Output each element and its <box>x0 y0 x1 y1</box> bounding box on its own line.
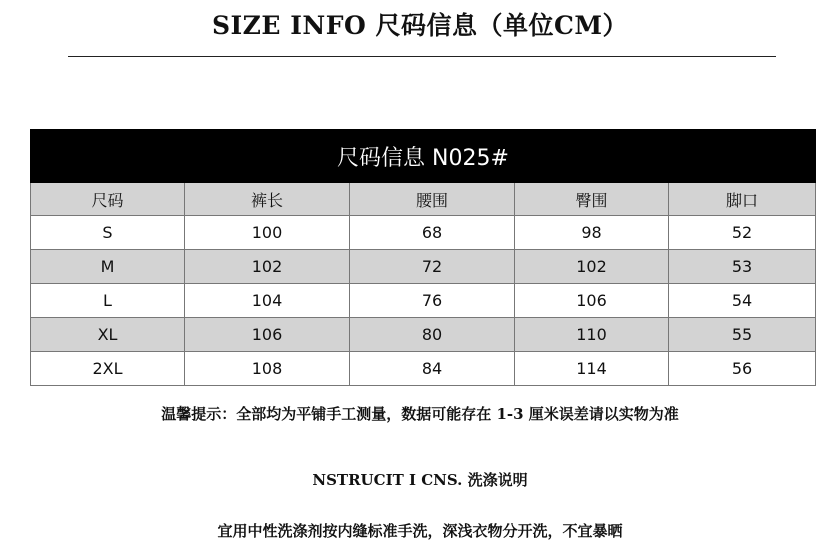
cell-leg-opening: 56 <box>669 352 816 386</box>
cell-leg-opening: 55 <box>669 318 816 352</box>
cell-size: XL <box>31 318 185 352</box>
measurement-tip: 温馨提示：全部均为平铺手工测量，数据可能存在 1-3 厘米误差请以实物为准 <box>161 405 679 423</box>
page-title: SIZE INFO 尺码信息（单位CM） <box>211 11 629 40</box>
cell-leg-opening: 53 <box>669 250 816 284</box>
cell-pants-length: 108 <box>185 352 350 386</box>
cell-size: 2XL <box>31 352 185 386</box>
table-row <box>31 250 816 284</box>
size-table <box>30 129 816 386</box>
cell-size: M <box>31 250 185 284</box>
cell-size: S <box>31 216 185 250</box>
cell-hip: 110 <box>515 318 669 352</box>
title-divider <box>68 56 776 57</box>
cell-leg-opening: 52 <box>669 216 816 250</box>
care-instructions-text: 宜用中性洗涤剂按内缝标准手洗，深浅衣物分开洗，不宜暴晒 <box>217 522 623 540</box>
cell-waist: 80 <box>350 318 515 352</box>
cell-waist: 72 <box>350 250 515 284</box>
cell-pants-length: 100 <box>185 216 350 250</box>
table-banner: 尺码信息 N025# <box>31 130 816 183</box>
table-row <box>31 318 816 352</box>
table-row <box>31 284 816 318</box>
header-pants-length: 裤长 <box>185 183 350 216</box>
cell-pants-length: 104 <box>185 284 350 318</box>
cell-waist: 84 <box>350 352 515 386</box>
cell-waist: 76 <box>350 284 515 318</box>
cell-hip: 114 <box>515 352 669 386</box>
cell-size: L <box>31 284 185 318</box>
table-row <box>31 216 816 250</box>
cell-hip: 102 <box>515 250 669 284</box>
cell-pants-length: 106 <box>185 318 350 352</box>
header-waist: 腰围 <box>350 183 515 216</box>
cell-hip: 98 <box>515 216 669 250</box>
table-header-row <box>31 183 816 216</box>
cell-hip: 106 <box>515 284 669 318</box>
header-hip: 臀围 <box>515 183 669 216</box>
header-size: 尺码 <box>31 183 185 216</box>
cell-waist: 68 <box>350 216 515 250</box>
table-row <box>31 352 816 386</box>
header-leg-opening: 脚口 <box>669 183 816 216</box>
cell-pants-length: 102 <box>185 250 350 284</box>
care-instructions-title: NSTRUCIT I CNS. 洗涤说明 <box>312 471 528 489</box>
cell-leg-opening: 54 <box>669 284 816 318</box>
